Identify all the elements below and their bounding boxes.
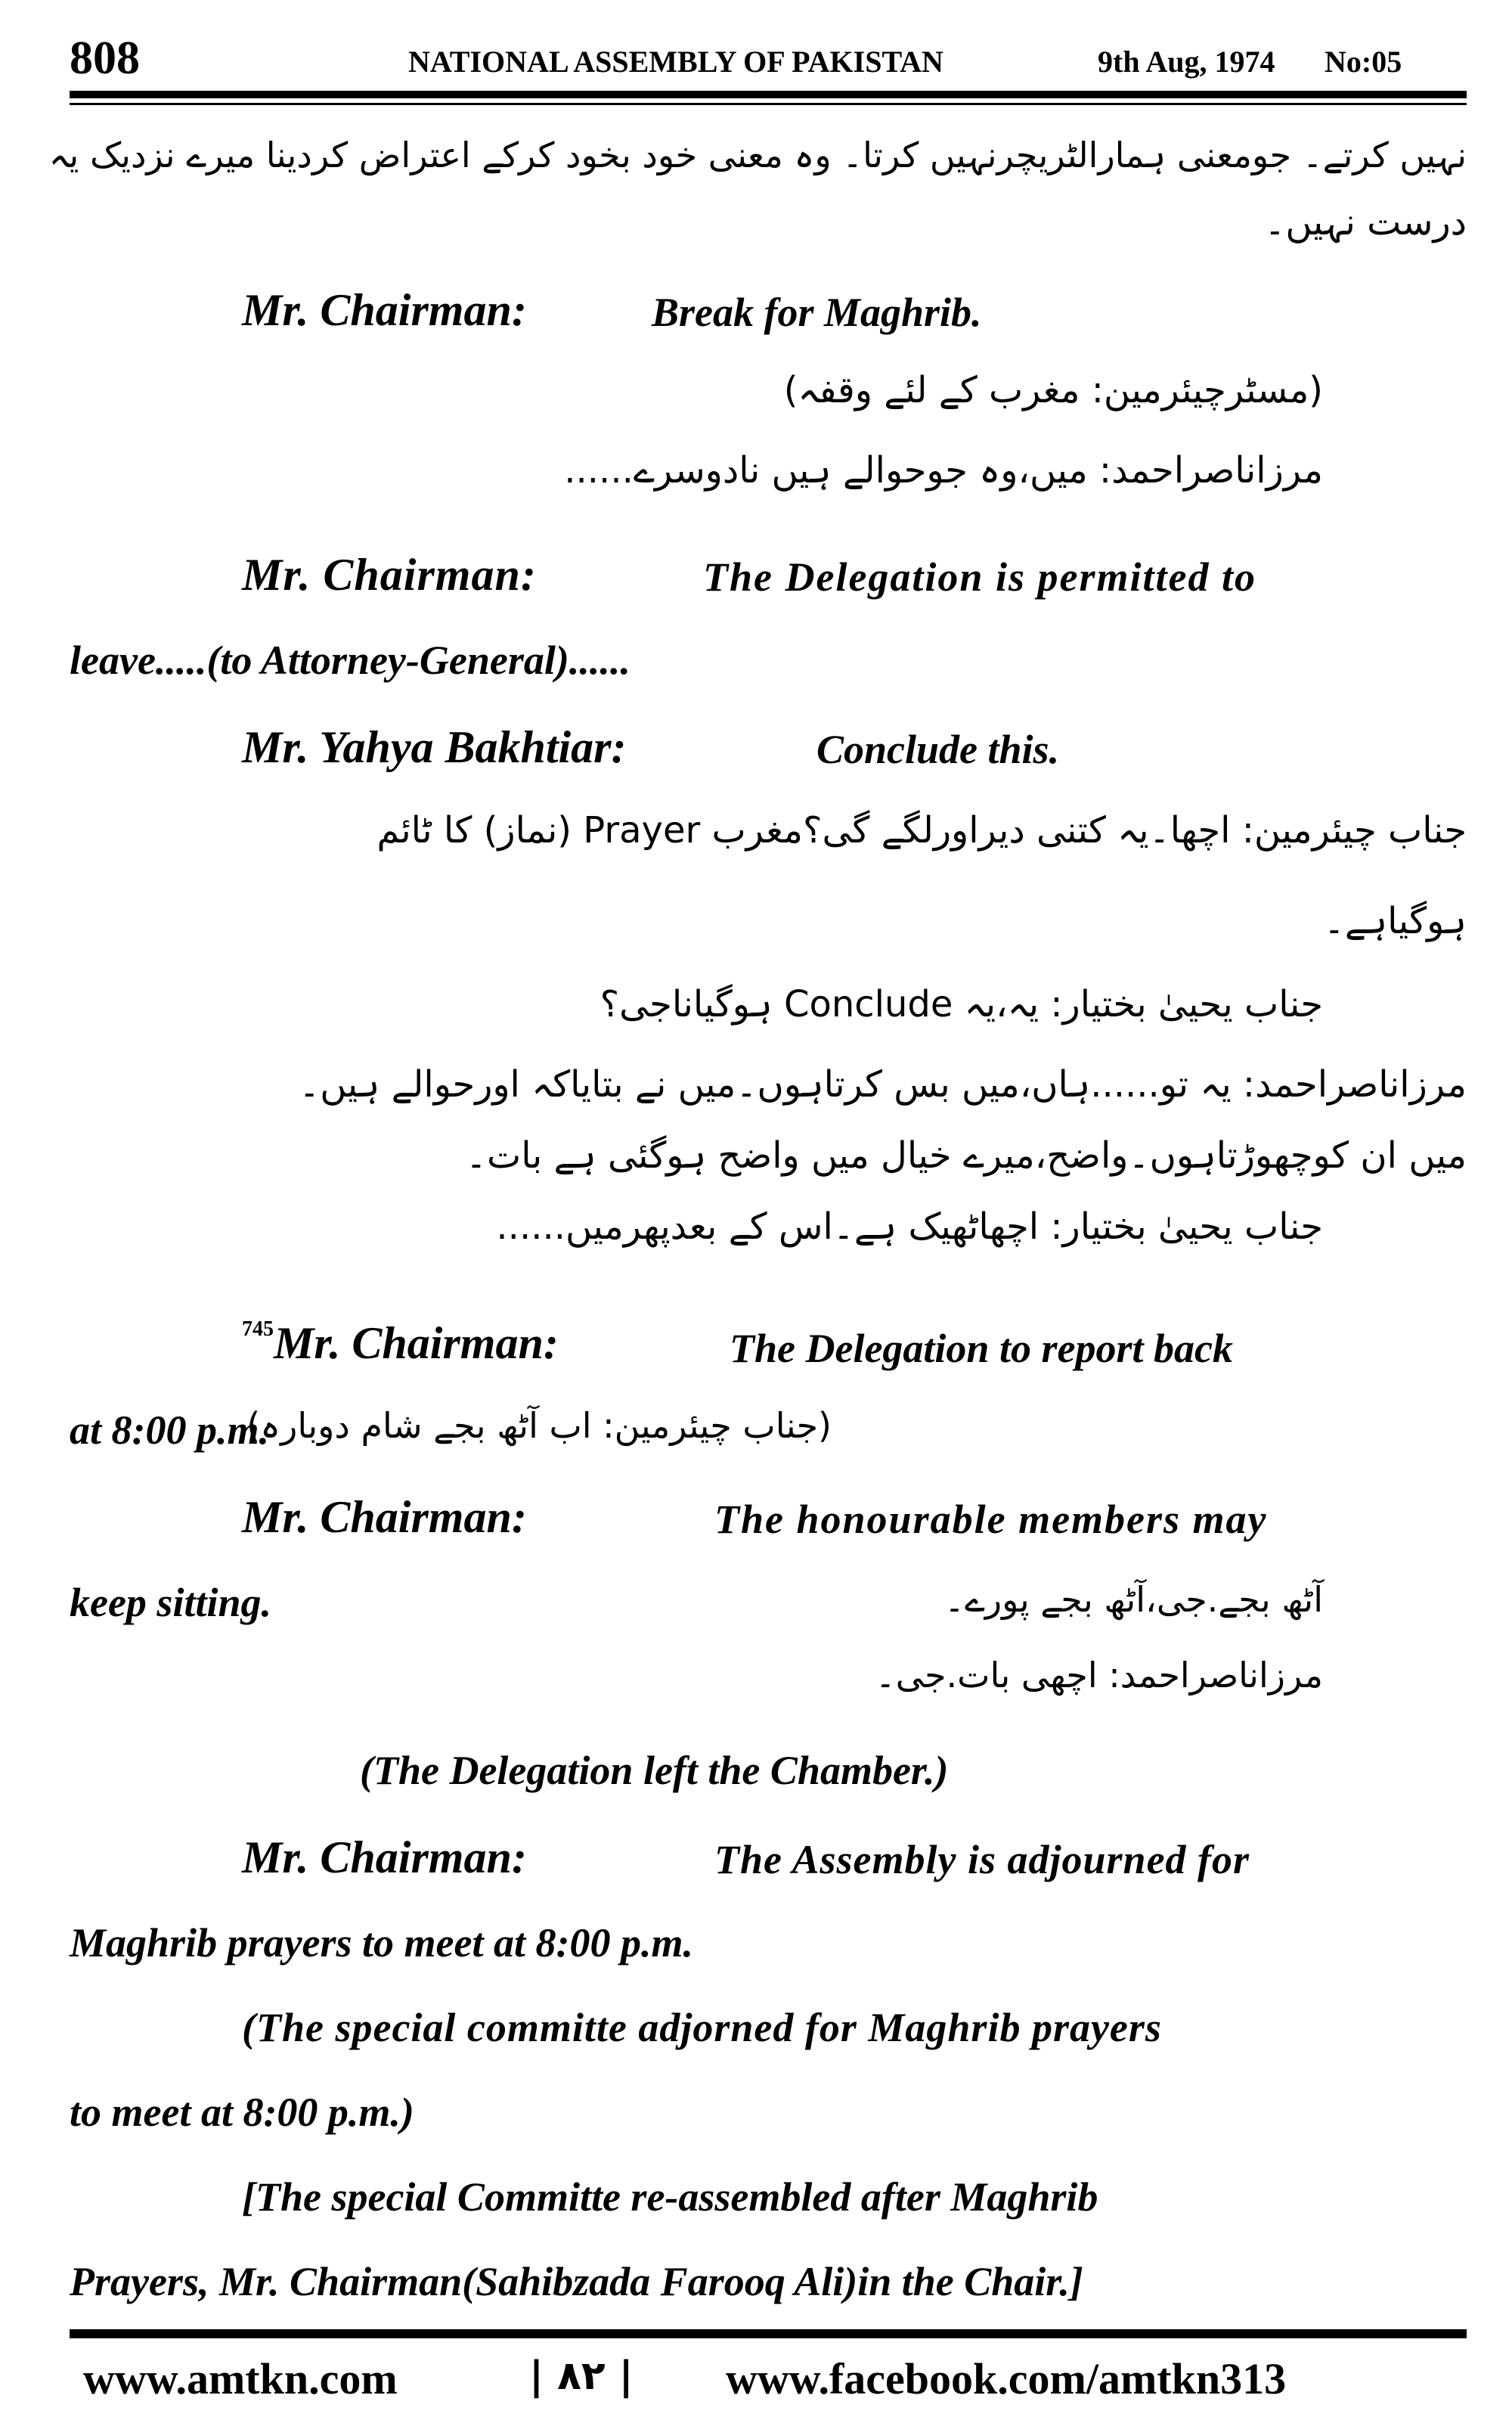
- footer-rule: [70, 2329, 1467, 2338]
- stage-direction: [The special Committe re-assembled after Maghrib: [242, 2174, 1098, 2220]
- speech-text: at 8:00 p.m.: [70, 1407, 269, 1453]
- speaker-label: Mr. Yahya Bakhtiar:: [242, 722, 627, 772]
- urdu-line: میں ان کوچھوڑتاہوں۔واضح،میرے خیال میں واضح ہوگئی ہے بات۔: [465, 1134, 1467, 1177]
- urdu-line: نہیں کرتے۔ جومعنی ہمارالٹریچرنہیں کرتا۔ وہ معنی خود بخود کرکے اعتراض کردینا میرے نزدیک یہ: [48, 135, 1467, 175]
- stage-direction: Prayers, Mr. Chairman(Sahibzada Farooq Ali)in the Chair.]: [70, 2259, 1083, 2304]
- stage-direction: to meet at 8:00 p.m.): [70, 2090, 414, 2135]
- urdu-line: (جناب چیئرمین: اب آٹھ بجے شام دوبارہ): [246, 1405, 832, 1446]
- speaker-label: Mr. Chairman:: [242, 285, 527, 335]
- header-date: 9th Aug, 1974: [1098, 45, 1275, 79]
- header-rule-thin: [70, 103, 1467, 105]
- speaker-label: Mr. Chairman:: [242, 1832, 527, 1882]
- stage-direction: (The Delegation left the Chamber.): [360, 1748, 949, 1793]
- page-number: 808: [70, 33, 140, 84]
- urdu-line: ہوگیاہے۔: [1323, 900, 1467, 942]
- speech-text: keep sitting.: [70, 1580, 271, 1625]
- urdu-line: مرزاناصراحمد: میں،وہ جوحوالے ہیں نادوسرے......: [564, 449, 1323, 492]
- footer-website: www.amtkn.com: [83, 2354, 398, 2403]
- speech-text: The honourable members may: [714, 1497, 1268, 1542]
- speech-text: The Delegation is permitted to: [703, 554, 1256, 600]
- speaker-label: Mr. Chairman:: [242, 1492, 527, 1542]
- page-reference: 745: [242, 1317, 274, 1341]
- urdu-line: آٹھ بجے.جی،آٹھ بجے پورے۔: [944, 1579, 1323, 1620]
- speech-text: leave.....(to Attorney-General)......: [70, 638, 631, 683]
- header-number: No:05: [1325, 45, 1402, 79]
- header-rule-thick: [70, 91, 1467, 98]
- speech-text: Maghrib prayers to meet at 8:00 p.m.: [70, 1920, 693, 1965]
- speech-text: Break for Maghrib.: [652, 290, 982, 335]
- urdu-line: جناب یحییٰ بختیار: اچھاٹھیک ہے۔اس کے بعدپھرمیں......: [496, 1205, 1323, 1248]
- speech-text: The Assembly is adjourned for: [714, 1837, 1250, 1882]
- urdu-line: مرزاناصراحمد: اچھی بات.جی۔: [875, 1655, 1323, 1696]
- urdu-line: (مسٹرچیئرمین: مغرب کے لئے وقفہ): [783, 369, 1323, 411]
- speaker-label: Mr. Chairman:: [242, 550, 537, 600]
- speech-text: Conclude this.: [816, 727, 1060, 772]
- urdu-line: جناب یحییٰ بختیار: یہ،یہ Conclude ہوگیاناجی؟: [600, 983, 1323, 1025]
- footer-facebook: www.facebook.com/amtkn313: [726, 2354, 1287, 2403]
- speech-text: The Delegation to report back: [730, 1326, 1233, 1371]
- speaker-label: Mr. Chairman:: [274, 1318, 559, 1368]
- urdu-line: درست نہیں۔: [1264, 201, 1467, 244]
- chair3-speaker: [242, 1317, 559, 1370]
- header-title: NATIONAL ASSEMBLY OF PAKISTAN: [408, 45, 943, 79]
- urdu-line: مرزاناصراحمد: یہ تو......ہاں،میں بس کرتاہوں۔میں نے بتایاکہ اورحوالے ہیں۔: [299, 1063, 1467, 1106]
- stage-direction: (The special committe adjorned for Maghrib prayers: [242, 2005, 1162, 2050]
- footer-page-number: | ۸۲ |: [529, 2353, 634, 2399]
- urdu-line: جناب چیئرمین: اچھا۔یہ کتنی دیراورلگے گی؟مغرب Prayer (نماز) کا ٹائم: [376, 809, 1467, 852]
